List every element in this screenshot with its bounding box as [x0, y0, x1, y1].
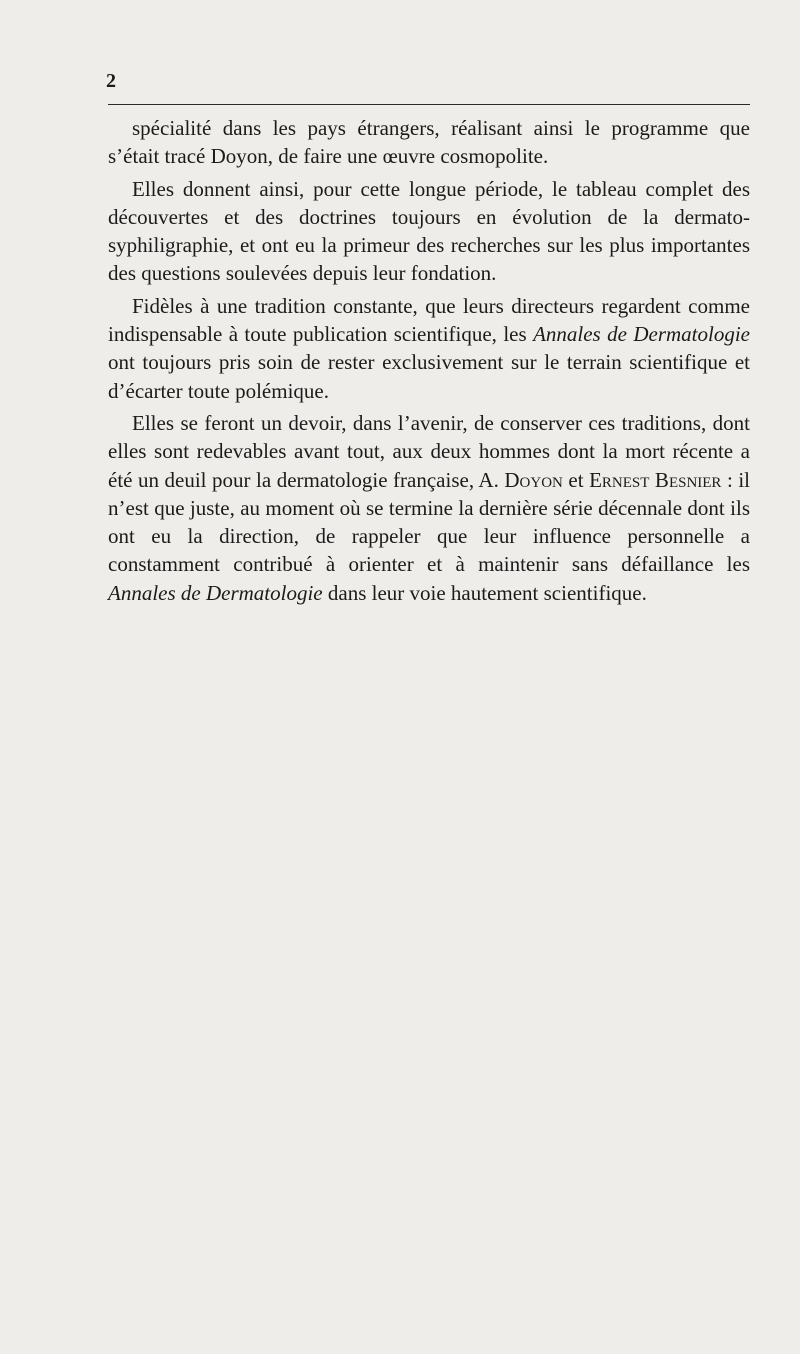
author-name-besnier: Ernest Besnier — [589, 467, 722, 492]
page-number: 2 — [106, 70, 116, 92]
paragraph-1 — [108, 114, 750, 171]
paragraph-3-text-a: Fidèles à une tradition constante, que leurs directeurs regardent comme indispensable à toute publication scientifique, les — [108, 293, 750, 347]
author-name-doyon: Doyon — [504, 467, 563, 492]
paragraph-4 — [108, 409, 750, 607]
header-rule — [108, 104, 750, 105]
paragraph-4-text-a: Elles se feront un devoir, dans l’avenir, de conserver ces traditions, dont elles sont redevables avant tout, aux deux hommes dont la mort récente a été un deuil pour la dermatologie française, A. — [108, 410, 750, 492]
body-text — [108, 114, 750, 607]
paragraph-2-text: Elles donnent ainsi, pour cette longue période, le tableau complet des découvertes et des doctrines toujours en évolution de la dermato-syphiligraphie, et ont eu la primeur des recherches sur les plus importantes des questions soulevées depuis leur fondation. — [108, 176, 750, 286]
paragraph-4-text-c: : il n’est que juste, au moment où se termine la dernière série décennale dont ils ont eu la direction, de rappeler que leur influence personnelle a constamment contribué à orienter et à maintenir sans défaillance les — [108, 467, 750, 577]
paragraph-1-text: spécialité dans les pays étrangers, réalisant ainsi le programme que s’était tracé Doyon, de faire une œuvre cosmopolite. — [108, 116, 750, 169]
paragraph-4-text-d: dans leur voie hautement scientifique. — [322, 580, 647, 605]
journal-title: Annales de Dermatologie — [533, 322, 750, 347]
journal-title: Annales de Dermatologie — [108, 580, 323, 605]
paragraph-3 — [108, 292, 750, 405]
paragraph-2 — [108, 175, 750, 288]
paragraph-3-text-b: ont toujours pris soin de rester exclusivement sur le terrain scientifique et d’écarter toute polémique. — [108, 350, 750, 403]
paragraph-4-text-b: et — [562, 467, 590, 492]
